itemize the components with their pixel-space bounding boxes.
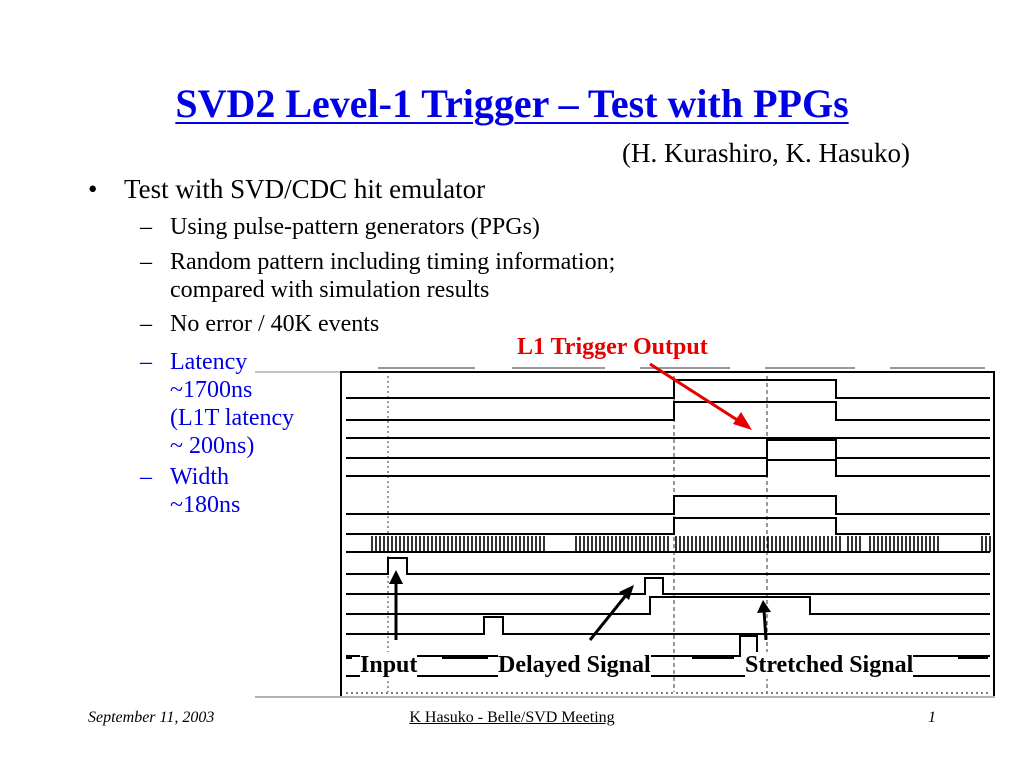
waveform-10 <box>346 617 990 634</box>
dash: – <box>140 349 152 375</box>
footer-date: September 11, 2003 <box>88 709 215 726</box>
dash: – <box>140 249 152 275</box>
waveform-input <box>346 558 990 574</box>
waveform-7 <box>346 518 990 534</box>
sub-item-random-pattern: – Random pattern including timing information; compared with simulation results <box>140 249 616 303</box>
sub-item-latency: – Latency ~1700ns (L1T latency ~ 200ns) <box>140 349 295 459</box>
waveforms <box>346 380 990 676</box>
l1-trigger-output-label: L1 Trigger Output <box>517 334 708 360</box>
page-number: 1 <box>928 709 936 726</box>
dash: – <box>140 214 152 240</box>
sub-item-no-error: – No error / 40K events <box>140 311 380 337</box>
dash: – <box>140 464 152 490</box>
delayed-signal-label: Delayed Signal <box>498 652 651 678</box>
sub-item-width: – Width ~180ns <box>140 464 241 518</box>
footer-center: K Hasuko - Belle/SVD Meeting <box>409 709 615 726</box>
arrow-input <box>389 570 403 640</box>
waveform-1 <box>346 380 990 398</box>
waveform-delayed <box>346 578 990 594</box>
waveform-stretched <box>346 597 990 614</box>
dash: – <box>140 311 152 337</box>
slide-title: SVD2 Level-1 Trigger – Test with PPGs <box>175 81 849 126</box>
waveform-5 <box>346 460 990 476</box>
clock-trace <box>372 536 990 552</box>
sub-item-ppg: – Using pulse-pattern generators (PPGs) <box>140 214 540 240</box>
main-bullet-text: Test with SVD/CDC hit emulator <box>124 174 486 204</box>
waveform-4 <box>346 440 990 458</box>
input-label: Input <box>360 652 418 678</box>
bullet-marker: • <box>88 174 98 204</box>
authors: (H. Kurashiro, K. Hasuko) <box>622 138 910 168</box>
waveform-6 <box>346 496 990 514</box>
stretched-signal-label: Stretched Signal <box>745 652 914 678</box>
waveform-2 <box>346 402 990 420</box>
